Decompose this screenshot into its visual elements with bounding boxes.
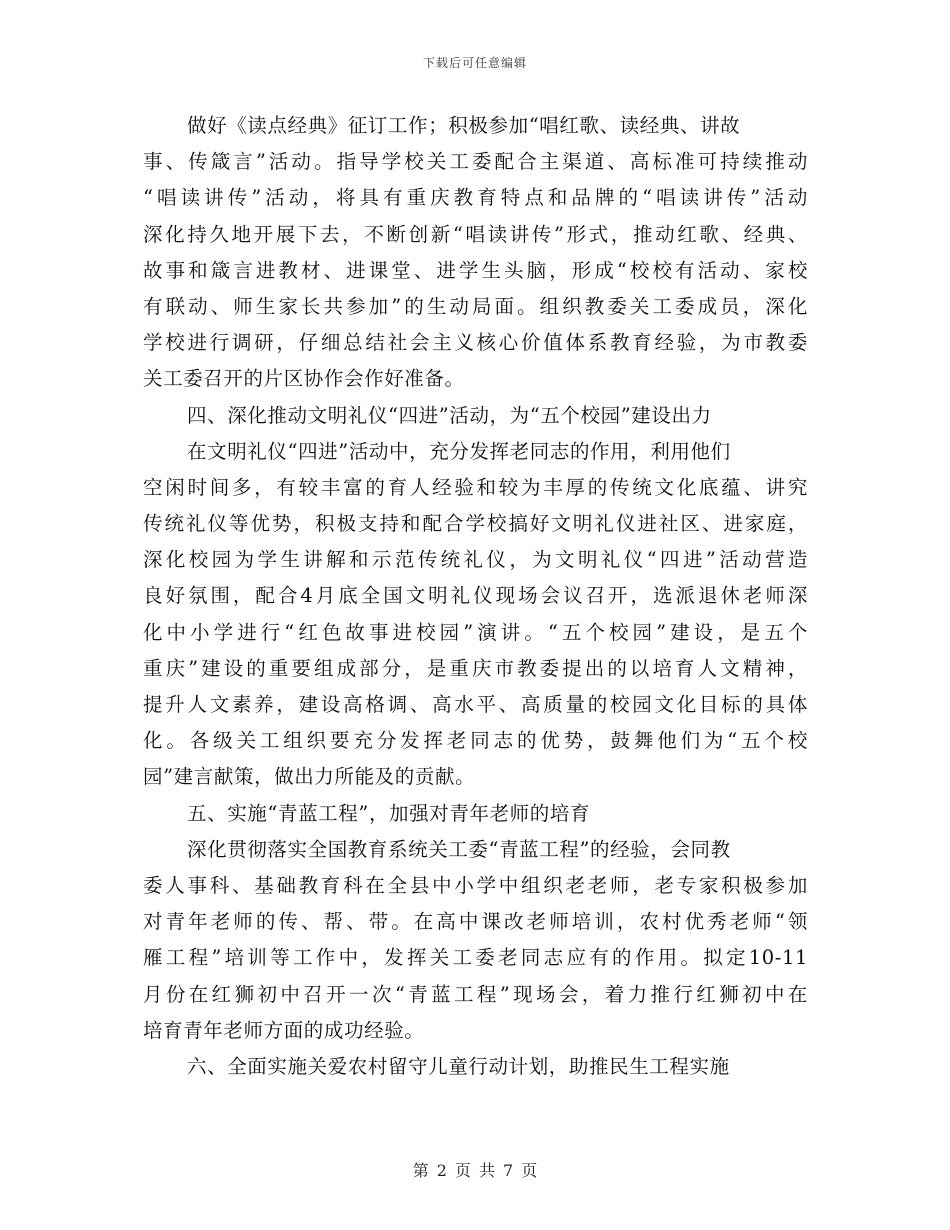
paragraph-line: 月份在红狮初中召开一次“青蓝工程”现场会，着力推行红狮初中在: [143, 982, 808, 1006]
paragraph-line: 委人事科、基础教育科在全县中小学中组织老老师，老专家积极参加: [143, 873, 808, 897]
paragraph-line: 学校进行调研，仔细总结社会主义核心价值体系教育经验，为市教委: [143, 331, 808, 355]
paragraph-line: 良好氛围，配合4月底全国文明礼仪现场会议召开，选派退休老师深: [143, 584, 808, 608]
section-heading: 六、全面实施关爱农村留守儿童行动计划，助推民生工程实施: [187, 1054, 730, 1078]
paragraph-line: 在文明礼仪“四进”活动中，充分发挥老同志的作用，利用他们: [187, 439, 731, 463]
paragraph-line: 雁工程”培训等工作中，发挥关工委老同志应有的作用。拟定10-11: [143, 946, 808, 970]
paragraph-line: 化中小学进行“红色故事进校园”演讲。“五个校园”建设，是五个: [143, 620, 808, 644]
paragraph-line: 对青年老师的传、帮、带。在高中课改老师培训，农村优秀老师“领: [143, 910, 808, 934]
paragraph-line: 化。各级关工组织要充分发挥老同志的优势，鼓舞他们为“五个校: [143, 729, 808, 753]
paragraph-line: 关工委召开的片区协作会作好准备。: [143, 367, 465, 391]
paragraph-line: 有联动、师生家长共参加”的生动局面。组织教委关工委成员，深化: [143, 294, 808, 318]
footer-prefix: 第: [412, 1161, 429, 1180]
footer-page-label: 页: [454, 1161, 471, 1180]
paragraph-line: 培育青年老师方面的成功经验。: [143, 1018, 425, 1042]
paragraph-line: 提升人文素养，建设高格调、高水平、高质量的校园文化目标的具体: [143, 693, 808, 716]
document-body: [143, 108, 808, 1085]
page-header: 下载后可任意编辑: [422, 56, 527, 70]
paragraph-line: 传统礼仪等优势，积极支持和配合学校搞好文明礼仪进社区、进家庭，: [143, 512, 808, 536]
paragraph-line: 重庆”建设的重要组成部分，是重庆市教委提出的以培育人文精神，: [143, 656, 808, 680]
footer-page-number: 2: [436, 1161, 447, 1180]
footer-suffix: 页: [521, 1161, 538, 1180]
paragraph-line: 空闲时间多，有较丰富的育人经验和较为丰厚的传统文化底蕴、讲究: [143, 475, 808, 499]
paragraph-line: 园”建言献策，做出力所能及的贡献。: [143, 765, 476, 789]
paragraph-line: 做好《读点经典》征订工作；积极参加“唱红歌、读经典、讲故: [187, 114, 741, 137]
paragraph-line: 事、传箴言”活动。指导学校关工委配合主渠道、高标准可持续推动: [143, 150, 808, 174]
paragraph-line: “唱读讲传”活动，将具有重庆教育特点和品牌的“唱读讲传”活动: [143, 186, 808, 210]
footer-total-pages: 7: [503, 1161, 514, 1180]
footer-total-label: 共: [479, 1161, 496, 1180]
paragraph-line: 深化持久地开展下去，不断创新“唱读讲传”形式，推动红歌、经典、: [143, 222, 808, 246]
section-heading: 四、深化推动文明礼仪“四进”活动，为“五个校园”建设出力: [187, 403, 712, 427]
paragraph-line: 故事和箴言进教材、进课堂、进学生头脑，形成“校校有活动、家校: [143, 258, 808, 282]
page-footer: [0, 1158, 950, 1181]
section-heading: 五、实施“青蓝工程”，加强对青年老师的培育: [187, 801, 591, 825]
paragraph-line: 深化贯彻落实全国教育系统关工委“青蓝工程”的经验，会同教: [187, 837, 731, 861]
paragraph-line: 深化校园为学生讲解和示范传统礼仪，为文明礼仪“四进”活动营造: [143, 548, 808, 572]
